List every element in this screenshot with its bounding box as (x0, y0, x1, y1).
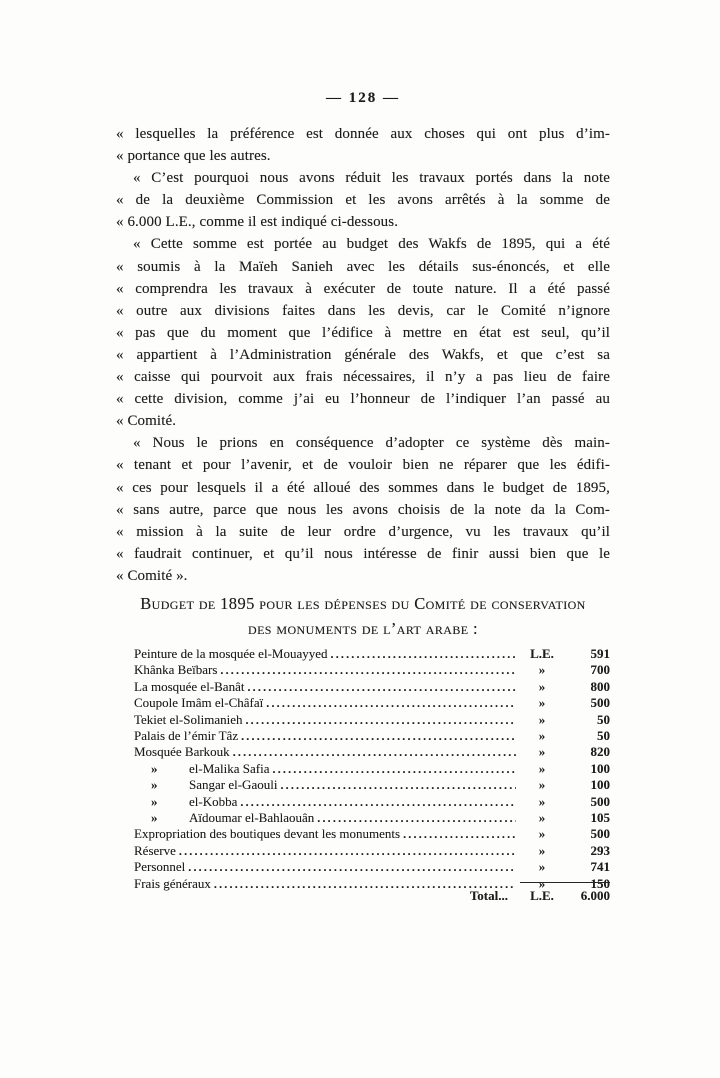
row-label: Khânka Beïbars (134, 662, 218, 678)
text-line: « portance que les autres. (116, 148, 271, 165)
row-label: Coupole Imâm el-Châfaï (134, 695, 264, 711)
table-row (134, 826, 610, 842)
text-line: « pas que du moment que l’édifice à mettre en état est seul, qu’il (116, 324, 610, 341)
dot-leader (220, 662, 516, 678)
text-line: « cette division, comme j’ai eu l’honneur de l’indiquer l’an passé au (116, 391, 610, 408)
row-label: Personnel (134, 859, 186, 875)
amount-cell: 591 (590, 646, 610, 661)
row-label: Tekiet el-Solimanieh (134, 711, 243, 727)
table-row (134, 761, 610, 777)
text-line: « caisse qui pourvoit aux frais nécessaires, il n’y a pas lieu de faire (116, 369, 610, 386)
table-row (134, 712, 610, 728)
text-line: « C’est pourquoi nous avons réduit les travaux portés dans la note (133, 170, 610, 187)
dot-leader (280, 777, 516, 793)
currency-cell: » (538, 777, 546, 793)
dot-leader (247, 679, 516, 695)
dot-leader (233, 744, 516, 760)
table-row (134, 859, 610, 875)
budget-heading-line-2: des monuments de l’art arabe : (248, 619, 478, 638)
text-line: « faudrait continuer, et qu’il nous intéresse de finir aussi bien que le (116, 545, 610, 562)
currency-cell: » (538, 760, 546, 776)
amount-cell: 500 (590, 695, 610, 711)
text-line: « de la deuxième Commission et les avons arrêtés à la somme de (116, 192, 610, 209)
row-label: Expropriation des boutiques devant les monuments (134, 826, 401, 842)
dot-leader (331, 646, 517, 662)
amount-cell: 500 (590, 793, 610, 809)
dot-leader (240, 794, 516, 810)
dot-leader (188, 859, 516, 875)
row-label: Réserve (134, 842, 176, 858)
table-row (134, 794, 610, 810)
text-line: « mission à la suite de leur ordre d’urgence, vu les travaux qu’il (116, 523, 610, 540)
currency-cell: » (538, 662, 546, 678)
table-row (134, 777, 610, 793)
currency-cell: » (538, 875, 546, 891)
budget-heading (116, 591, 610, 641)
text-line: « tenant et pour l’avenir, et de vouloir bien ne réparer que les édifi- (116, 457, 610, 474)
table-row (134, 810, 610, 826)
total-rule (520, 882, 610, 904)
text-line: « Nous le prions en conséquence d’adopter ce système dès main- (133, 435, 610, 452)
amount-cell: 820 (590, 744, 610, 760)
text-line: « sans autre, parce que nous les avons choisis de la note da la Com- (116, 501, 610, 518)
row-label: Aïdoumar el-Bahlaouân (189, 810, 315, 826)
dot-leader (403, 826, 516, 842)
text-line: « Cette somme est portée au budget des Wakfs de 1895, qui a été (133, 236, 610, 253)
total-row (134, 882, 610, 904)
dot-leader (266, 695, 516, 711)
total-label: Total... (469, 888, 508, 903)
total-amount: 6.000 (580, 888, 610, 903)
page-number: — 128 — (326, 90, 400, 106)
currency-cell: » (538, 711, 546, 727)
row-label: el-Malika Safia (189, 760, 270, 776)
amount-cell: 700 (590, 662, 610, 678)
text-line: « ces pour lesquels il a été alloué des sommes dans le budget de 1895, (116, 479, 610, 496)
table-row (134, 728, 610, 744)
amount-cell: 150 (590, 875, 610, 891)
text-line: « 6.000 L.E., comme il est indiqué ci-dessous. (116, 214, 399, 231)
budget-heading-line-1: Budget de 1895 pour les dépenses du Comité de conservation (140, 594, 586, 613)
currency-cell: L.E. (530, 646, 554, 661)
ditto-mark: » (151, 760, 158, 776)
ditto-mark: » (151, 777, 158, 793)
total-currency: L.E. (530, 888, 554, 903)
dot-leader (317, 810, 516, 826)
table-row (134, 646, 610, 662)
amount-cell: 105 (590, 810, 610, 826)
ditto-mark: » (151, 793, 158, 809)
budget-table (134, 646, 610, 892)
row-label: Sangar el-Gaouli (189, 777, 278, 793)
amount-cell: 800 (590, 678, 610, 694)
amount-cell: 741 (590, 859, 610, 875)
ditto-mark: » (151, 810, 158, 826)
amount-cell: 50 (597, 711, 610, 727)
amount-cell: 500 (590, 826, 610, 842)
currency-cell: » (538, 793, 546, 809)
currency-cell: » (538, 842, 546, 858)
row-label: Palais de l’émir Tâz (134, 728, 239, 744)
dot-leader (245, 712, 516, 728)
amount-cell: 100 (590, 760, 610, 776)
currency-cell: » (538, 810, 546, 826)
amount-cell: 293 (590, 842, 610, 858)
table-row (134, 679, 610, 695)
text-line: « lesquelles la préférence est donnée aux choses qui ont plus d’im- (116, 126, 610, 142)
currency-cell: » (538, 728, 546, 744)
amount-cell: 100 (590, 777, 610, 793)
table-row (134, 843, 610, 859)
row-label: Peinture de la mosquée el-Mouayyed (134, 646, 328, 661)
currency-cell: » (538, 695, 546, 711)
row-label: Frais généraux (134, 875, 211, 891)
table-row (134, 662, 610, 678)
text-line: « soumis à la Maïeh Sanieh avec les détails sus-énoncés, et elle (116, 258, 610, 275)
currency-cell: » (538, 826, 546, 842)
currency-cell: » (538, 744, 546, 760)
currency-cell: » (538, 859, 546, 875)
table-row (134, 744, 610, 760)
text-line: « Comité ». (116, 567, 188, 584)
dot-leader (241, 728, 516, 744)
dot-leader (179, 843, 516, 859)
text-line: « outre aux divisions faites dans les devis, car le Comité n’ignore (116, 302, 610, 319)
row-label: La mosquée el-Banât (134, 678, 245, 694)
text-line: « Comité. (116, 413, 177, 430)
dot-leader (273, 761, 517, 777)
text-line: « appartient à l’Administration générale des Wakfs, et que c’est sa (116, 346, 610, 363)
text-line: « comprendra les travaux à exécuter de toute nature. Il a été passé (116, 280, 610, 297)
table-row (134, 695, 610, 711)
currency-cell: » (538, 678, 546, 694)
row-label: el-Kobba (189, 793, 238, 809)
body-text (116, 123, 610, 587)
row-label: Mosquée Barkouk (134, 744, 230, 760)
amount-cell: 50 (597, 728, 610, 744)
